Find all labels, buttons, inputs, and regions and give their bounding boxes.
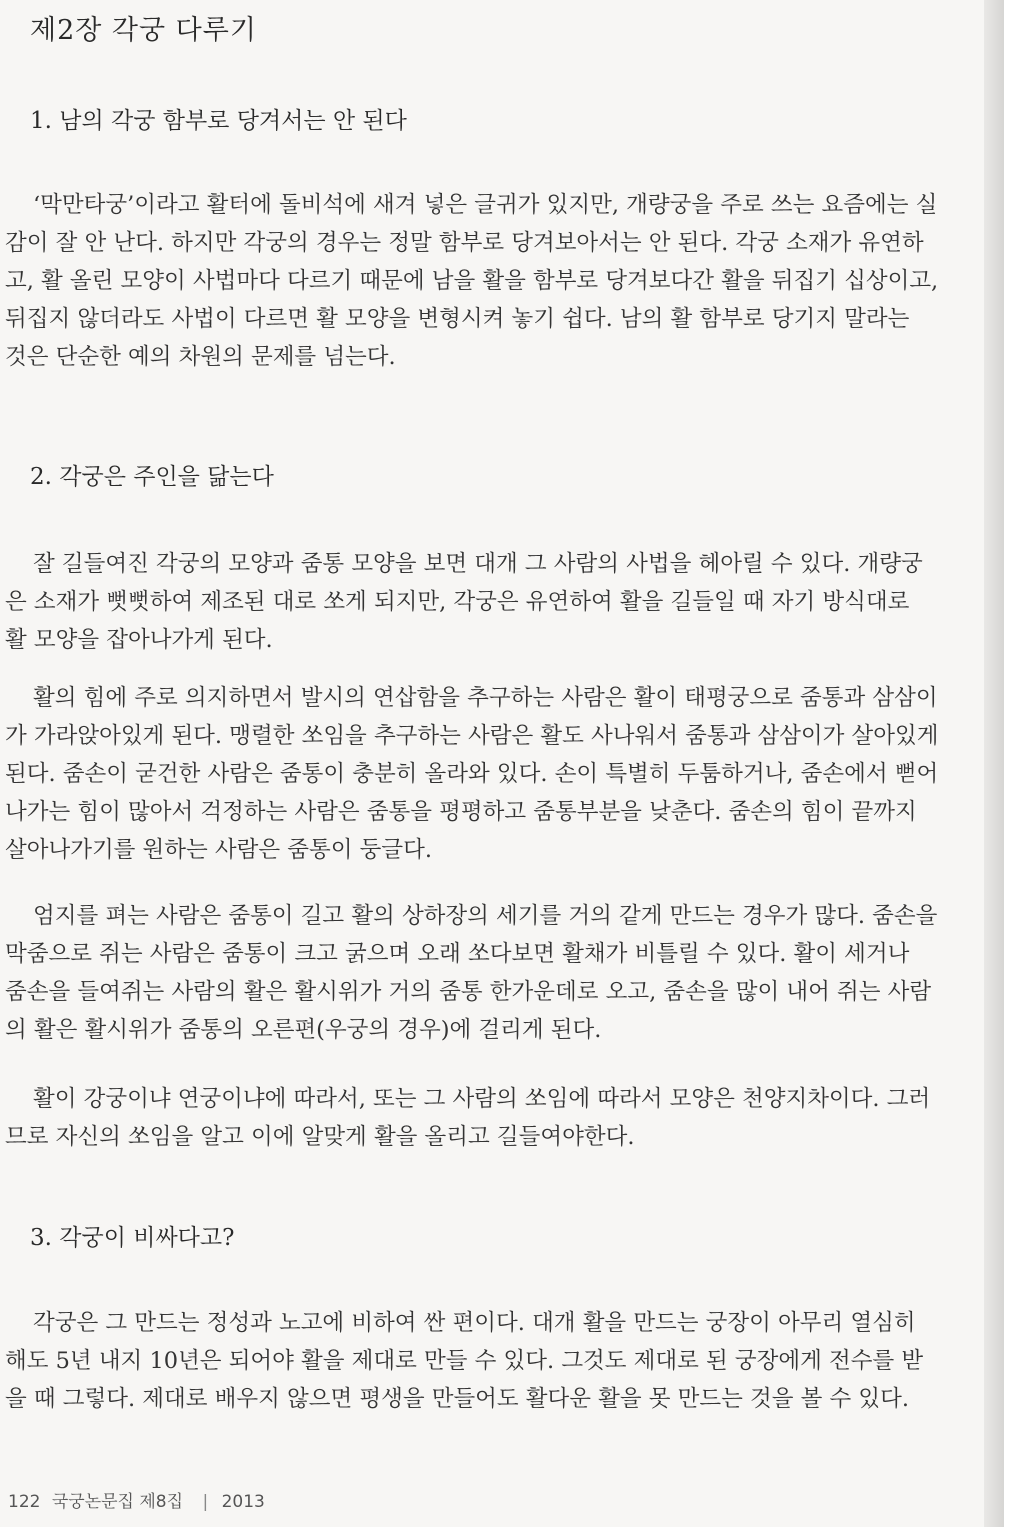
text-line: 가 가라앉아있게 된다. 맹렬한 쏘임을 추구하는 사람은 활도 사나워서 줌통과 삼삼이가 살아있게 — [5, 723, 939, 749]
text-line: 것은 단순한 예의 차원의 문제를 넘는다. — [5, 344, 396, 370]
text-line: 된다. 줌손이 굳건한 사람은 줌통이 충분히 올라와 있다. 손이 특별히 두툼하거나, 줌손에서 뻗어 — [5, 761, 939, 787]
page-edge-shadow — [984, 0, 1004, 1527]
footer-separator: | — [202, 1492, 209, 1512]
text-line: 의 활은 활시위가 줌통의 오른편(우궁의 경우)에 걸리게 된다. — [5, 1017, 602, 1043]
section-heading-2: 2. 각궁은 주인을 닮는다 — [30, 464, 274, 490]
section-3-paragraph — [5, 1304, 985, 1418]
text-line: 뒤집지 않더라도 사법이 다르면 활 모양을 변형시켜 놓기 쉽다. 남의 활 함부로 당기지 말라는 — [5, 306, 910, 332]
page-number: 122 — [8, 1492, 41, 1512]
chapter-title: 제2장 각궁 다루기 — [30, 15, 257, 46]
text-line: 므로 자신의 쏘임을 알고 이에 알맞게 활을 올리고 길들여야한다. — [5, 1124, 635, 1150]
text-line: 나가는 힘이 많아서 걱정하는 사람은 줌통을 평평하고 줌통부분을 낮춘다. 줌손의 힘이 끝까지 — [5, 799, 917, 825]
text-line: 해도 5년 내지 10년은 되어야 활을 제대로 만들 수 있다. 그것도 제대로 된 궁장에게 전수를 받 — [5, 1348, 924, 1374]
section-2-paragraph-3 — [5, 897, 985, 1049]
text-line: 줌손을 들여쥐는 사람의 활은 활시위가 거의 줌통 한가운데로 오고, 줌손을 많이 내어 쥐는 사람 — [5, 979, 932, 1005]
publication-title: 국궁논문집 제8집 — [51, 1492, 184, 1512]
text-line: 각궁은 그 만드는 정성과 노고에 비하여 싼 편이다. 대개 활을 만드는 궁장이 아무리 열심히 — [33, 1310, 916, 1336]
section-heading-1: 1. 남의 각궁 함부로 당겨서는 안 된다 — [30, 108, 407, 134]
text-line: 살아나가기를 원하는 사람은 줌통이 둥글다. — [5, 837, 432, 863]
section-heading-3: 3. 각궁이 비싸다고? — [30, 1225, 235, 1251]
text-line: 고, 활 올린 모양이 사법마다 다르기 때문에 남을 활을 함부로 당겨보다간 활을 뒤집기 십상이고, — [5, 268, 939, 294]
section-1-paragraph — [5, 186, 985, 376]
text-line: 활 모양을 잡아나가게 된다. — [5, 627, 273, 653]
text-line: 막줌으로 쥐는 사람은 줌통이 크고 굵으며 오래 쏘다보면 활채가 비틀릴 수 있다. 활이 세거나 — [5, 941, 910, 967]
section-2-paragraph-1 — [5, 545, 985, 659]
text-line: ‘막만타궁’이라고 활터에 돌비석에 새겨 넣은 글귀가 있지만, 개량궁을 주로 쓰는 요즘에는 실 — [33, 192, 938, 218]
text-line: 감이 잘 안 난다. 하지만 각궁의 경우는 정말 함부로 당겨보아서는 안 된다. 각궁 소재가 유연하 — [5, 230, 924, 256]
text-line: 잘 길들여진 각궁의 모양과 줌통 모양을 보면 대개 그 사람의 사법을 헤아릴 수 있다. 개량궁 — [33, 551, 923, 577]
section-2-paragraph-4 — [5, 1080, 985, 1156]
text-line: 은 소재가 뻣뻣하여 제조된 대로 쏘게 되지만, 각궁은 유연하여 활을 길들일 때 자기 방식대로 — [5, 589, 910, 615]
text-line: 활이 강궁이냐 연궁이냐에 따라서, 또는 그 사람의 쏘임에 따라서 모양은 천양지차이다. 그러 — [33, 1086, 931, 1112]
text-line: 을 때 그렇다. 제대로 배우지 않으면 평생을 만들어도 활다운 활을 못 만드는 것을 볼 수 있다. — [5, 1386, 910, 1412]
page-footer — [8, 1487, 271, 1512]
text-line: 엄지를 펴는 사람은 줌통이 길고 활의 상하장의 세기를 거의 같게 만드는 경우가 많다. 줌손을 — [33, 903, 938, 929]
publication-year: 2013 — [221, 1492, 265, 1512]
text-line: 활의 힘에 주로 의지하면서 발시의 연삽함을 추구하는 사람은 활이 태평궁으로 줌통과 삼삼이 — [33, 685, 938, 711]
section-2-paragraph-2 — [5, 679, 985, 869]
